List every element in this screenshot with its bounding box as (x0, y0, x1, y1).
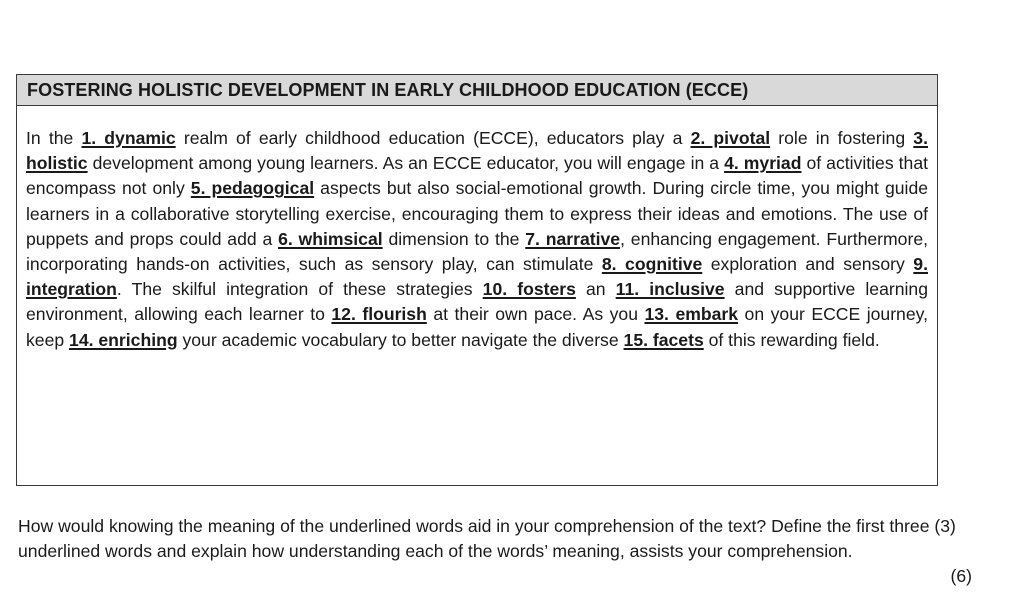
passage-text-segment: exploration and sensory (702, 254, 914, 275)
underlined-word-15: 15. facets (623, 329, 704, 350)
passage-text-segment: of activities that encompass not only (26, 153, 928, 199)
underlined-word-11: 11. inclusive (615, 279, 725, 300)
underlined-word-12: 12. flourish (331, 304, 427, 325)
passage-text-segment: aspects but also social-emotional growth. During circle time, you might guide learners in a collaborative storytelling exercise, encouraging them to express their ideas and emotions. The use of puppets and props could add a (26, 178, 929, 249)
passage-text (17, 106, 937, 353)
underlined-word-7: 7. narrative (525, 228, 621, 249)
passage-text-segment: , enhancing engagement. Furthermore, incorporating hands-on activities, such as sensory play, can stimulate (26, 228, 928, 275)
passage-text-segment: In the (26, 128, 82, 148)
passage-text-segment: dimension to the (382, 228, 526, 249)
passage-text-segment: at their own pace. As you (426, 304, 645, 325)
underlined-word-3: 3. holistic (26, 128, 928, 174)
underlined-word-1: 1. dynamic (81, 128, 176, 148)
underlined-word-5: 5. pedagogical (190, 178, 315, 199)
underlined-word-13: 13. embark (644, 304, 739, 325)
passage-text-segment: of this rewarding field. (703, 329, 880, 350)
underlined-word-2: 2. pivotal (690, 128, 771, 148)
passage-text-segment: and supportive learning environment, allowing each learner to (26, 279, 928, 325)
question-text: How would knowing the meaning of the underlined words aid in your comprehension of the text? Define the first three (3) underlined words and explain how understanding each of the words’ meaning, assists your comprehension. (18, 516, 956, 561)
reading-passage-box (16, 74, 938, 486)
underlined-word-9: 9. integration (26, 254, 928, 300)
passage-text-segment: development among young learners. As an ECCE educator, you will engage in a (87, 153, 725, 174)
underlined-word-14: 14. enriching (69, 329, 178, 350)
question-marks: (6) (950, 566, 972, 586)
underlined-word-10: 10. fosters (482, 279, 576, 300)
passage-text-segment: . The skilful integration of these strategies (116, 279, 483, 300)
passage-title: FOSTERING HOLISTIC DEVELOPMENT IN EARLY CHILDHOOD EDUCATION (ECCE) (17, 75, 937, 106)
passage-text-segment: your academic vocabulary to better navigate the diverse (177, 329, 624, 350)
passage-text-segment: role in fostering (770, 128, 914, 148)
underlined-word-4: 4. myriad (724, 153, 802, 174)
underlined-word-8: 8. cognitive (601, 254, 703, 275)
passage-text-segment: an (575, 279, 616, 300)
passage-text-segment: on your ECCE journey, keep (26, 304, 929, 350)
passage-text-segment: realm of early childhood education (ECCE), educators play a (175, 128, 691, 148)
underlined-word-6: 6. whimsical (278, 228, 383, 249)
